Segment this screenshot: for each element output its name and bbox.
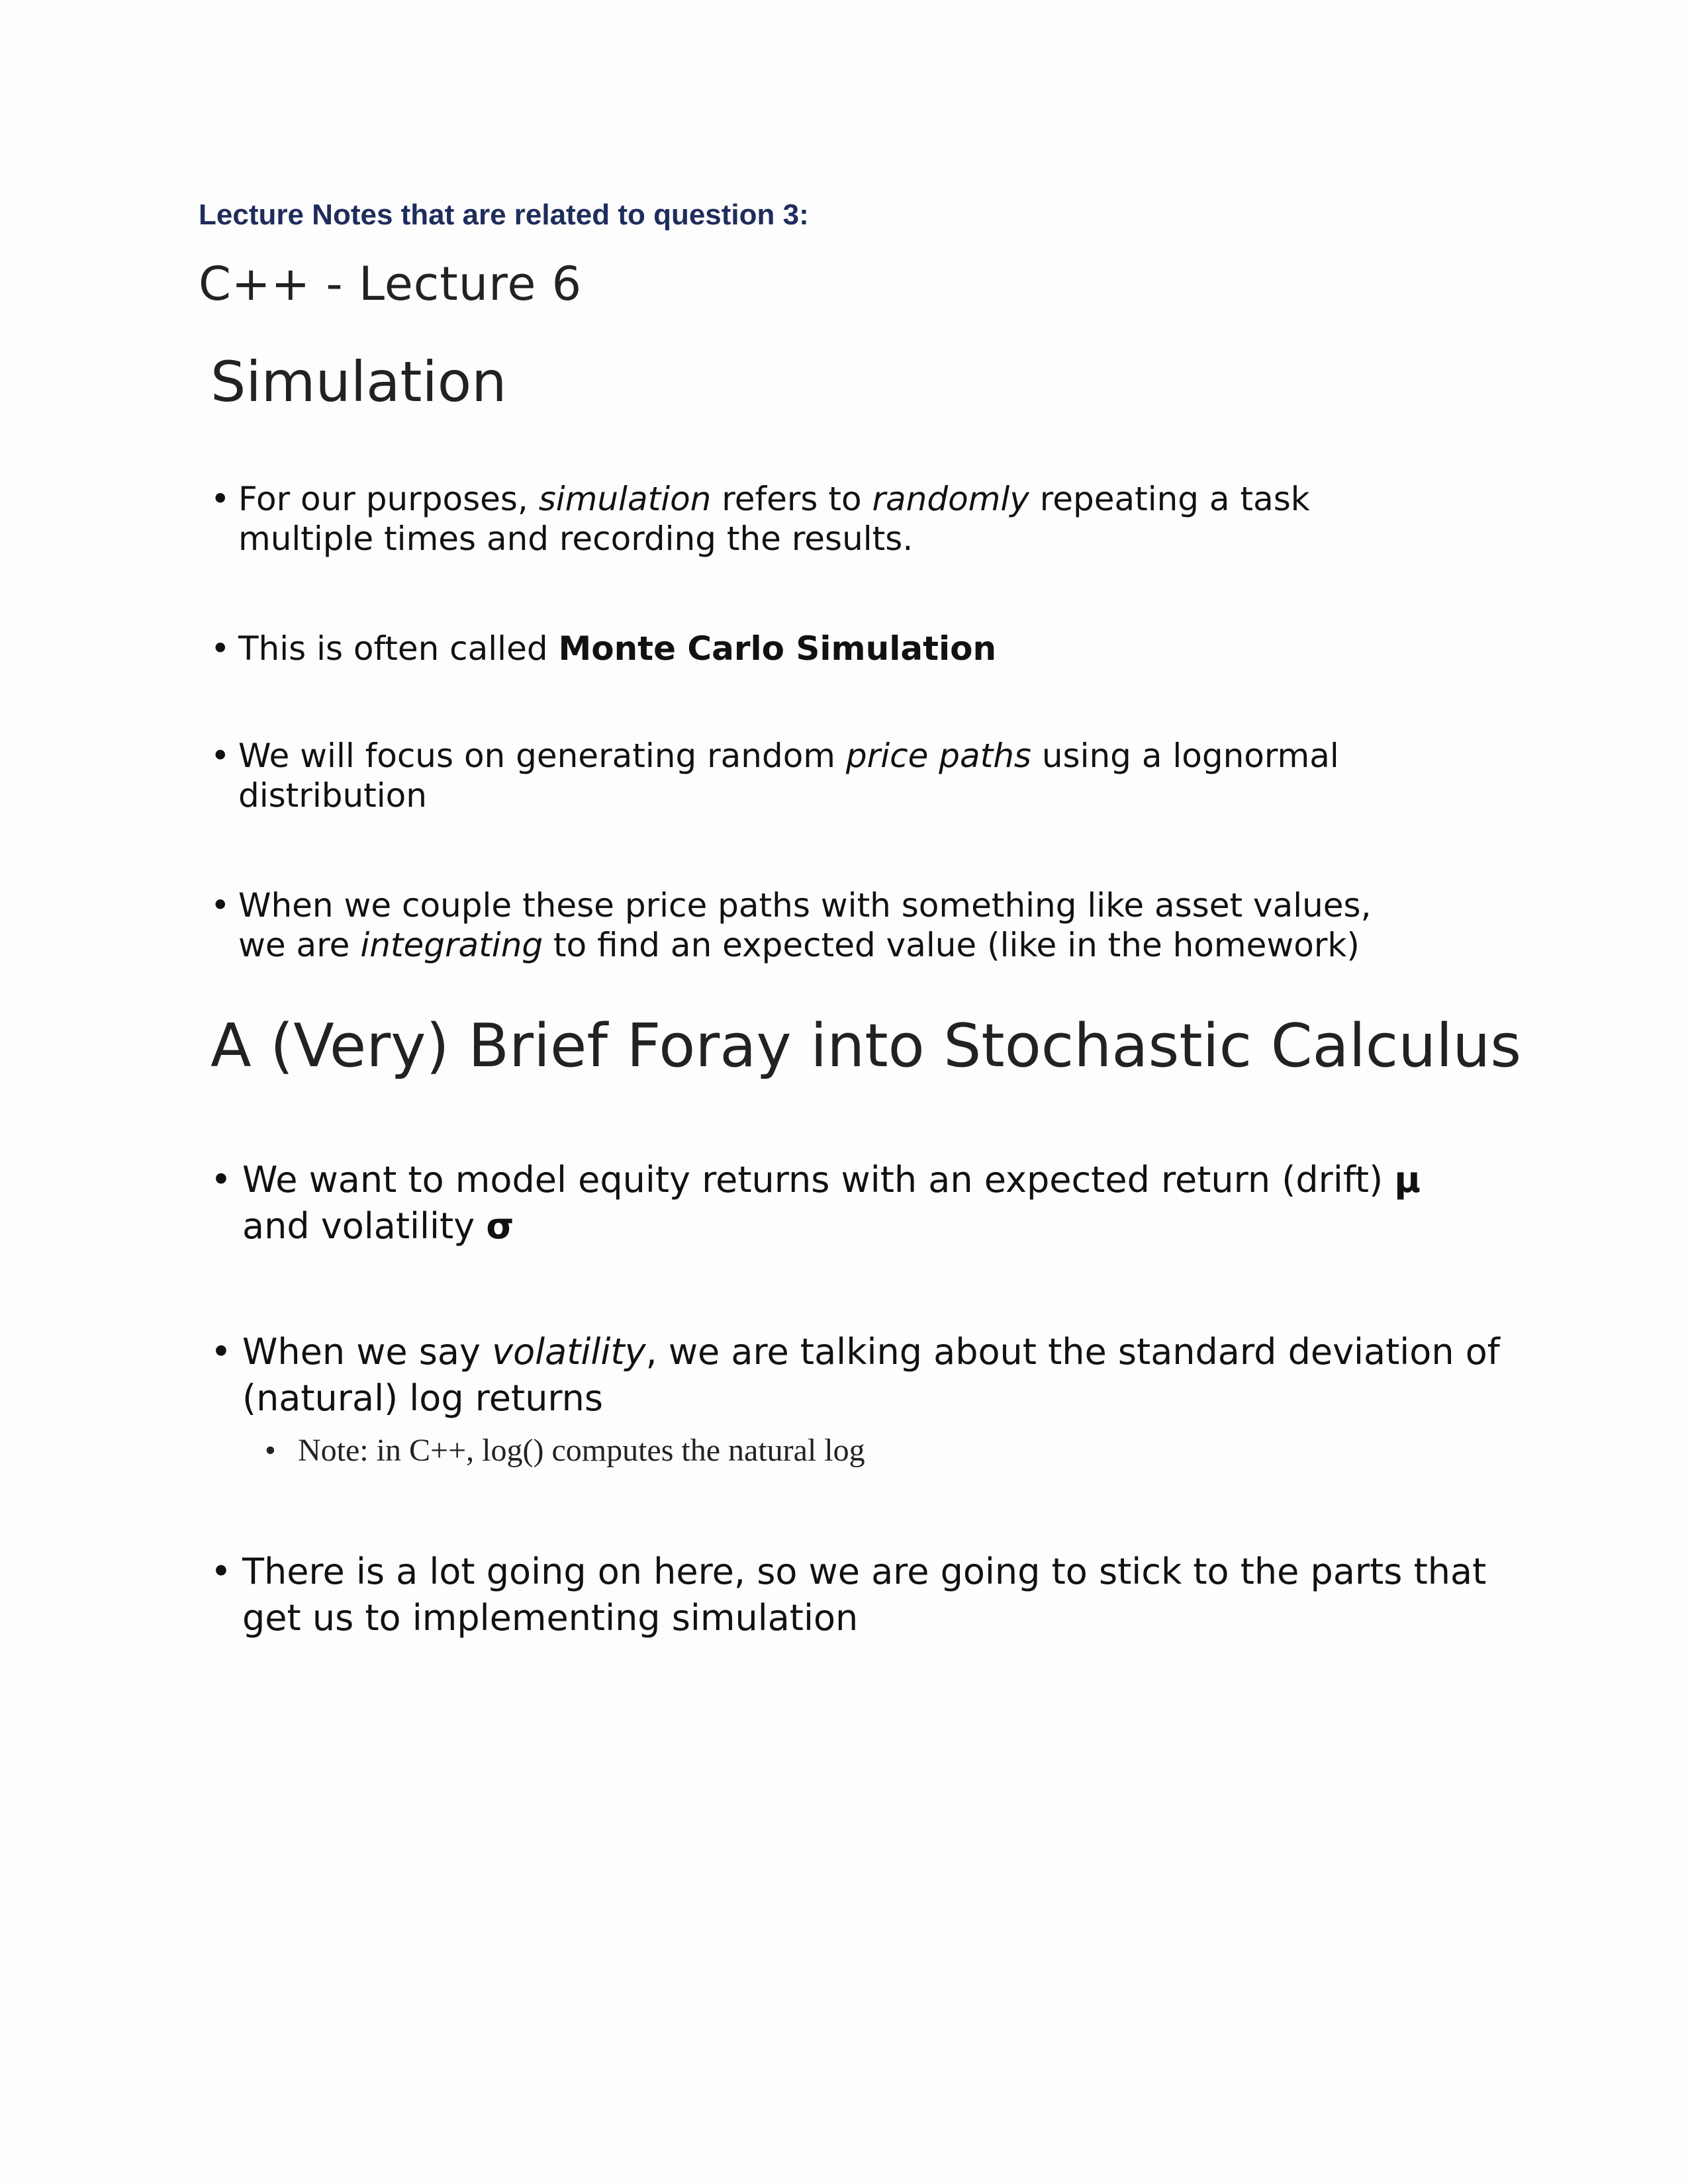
intro-heading: Lecture Notes that are related to question 3:: [199, 199, 809, 231]
bullet-drift-volatility: • We want to model equity returns with an expected return (drift) μ and volatility σ: [211, 1157, 1599, 1250]
slide-title-simulation: Simulation: [211, 349, 507, 414]
bullet-integrating: • When we couple these price paths with something like asset values, we are integrating to find an expected value (like in the homework): [211, 886, 1595, 965]
lecture-title: C++ - Lecture 6: [199, 257, 583, 311]
bullet-price-paths: • We will focus on generating random price paths using a lognormal distribution: [211, 736, 1595, 815]
bullet-scope-note: • There is a lot going on here, so we are going to stick to the parts that get us to implementing simulation: [211, 1549, 1599, 1641]
bullet-monte-carlo: • This is often called Monte Carlo Simulation: [211, 629, 1595, 668]
slide-title-stochastic-calculus: A (Very) Brief Foray into Stochastic Calculus: [211, 1011, 1522, 1081]
bullet-simulation-definition: • For our purposes, simulation refers to randomly repeating a task multiple times and recording the results.: [211, 479, 1595, 559]
sub-bullet-natural-log-note: • Note: in C++, log() computes the natural log: [265, 1432, 865, 1469]
bullet-volatility-definition: • When we say volatility, we are talking about the standard deviation of (natural) log returns: [211, 1329, 1599, 1422]
